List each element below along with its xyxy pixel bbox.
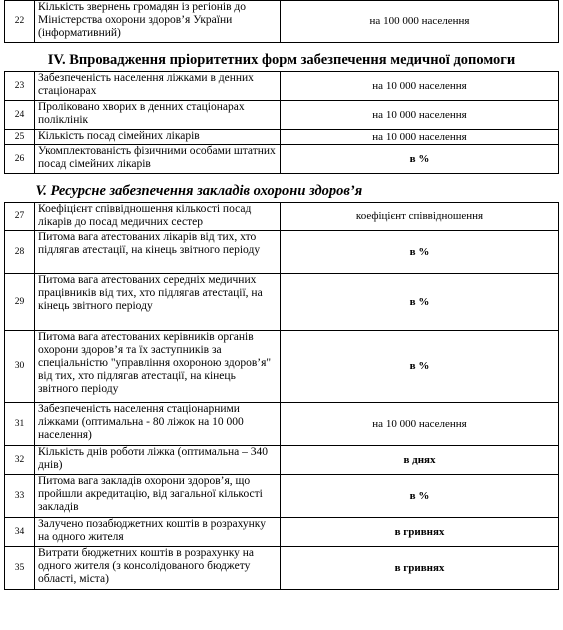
row-number: 29	[5, 274, 35, 331]
document-page	[4, 0, 559, 590]
table-row	[5, 446, 559, 475]
row-number: 27	[5, 203, 35, 231]
indicator-cell: Забезпеченість населення стаціонарними ліжками (оптимальна - 80 ліжок на 10 000 населення)	[35, 403, 281, 446]
unit-cell: на 10 000 населення	[281, 72, 559, 101]
row-number: 25	[5, 130, 35, 145]
indicator-cell: Укомплектованість фізичними особами штатних посад сімейних лікарів	[35, 145, 281, 174]
indicator-cell: Коефіцієнт співвідношення кількості посад лікарів до посад медичних сестер	[35, 203, 281, 231]
table-row	[5, 518, 559, 547]
row-number: 28	[5, 231, 35, 274]
table-row	[5, 274, 559, 331]
table-row	[5, 145, 559, 174]
indicator-cell: Питома вага закладів охорони здоров’я, що пройшли акредитацію, від загальної кількості закладів	[35, 475, 281, 518]
unit-cell: в %	[281, 331, 559, 403]
row-number: 33	[5, 475, 35, 518]
section-row	[5, 174, 559, 203]
unit-cell: в %	[281, 231, 559, 274]
unit-cell: коефіцієнт співвідношення	[281, 203, 559, 231]
table-row	[5, 72, 559, 101]
indicator-cell: Забезпеченість населення ліжками в денних стаціонарах	[35, 72, 281, 101]
indicator-cell: Питома вага атестованих середніх медичних працівників від тих, хто підлягав атестації, на кінець звітного періоду	[35, 274, 281, 331]
table-body	[5, 1, 559, 590]
indicator-cell: Питома вага атестованих керівників органів охорони здоров’я та їх заступників за спеціальністю "управління охороною здоров’я" від тих, хто підлягав атестації, на кінець звітного періоду	[35, 331, 281, 403]
unit-cell: на 100 000 населення	[281, 1, 559, 43]
table-row	[5, 1, 559, 43]
indicator-cell: Витрати бюджетних коштів в розрахунку на одного жителя (з консолідованого бюджету області, міста)	[35, 547, 281, 590]
row-number: 35	[5, 547, 35, 590]
indicator-cell: Кількість звернень громадян із регіонів до Міністерства охорони здоров’я України (інформативний)	[35, 1, 281, 43]
section-row	[5, 43, 559, 72]
table-row	[5, 101, 559, 130]
unit-cell: в %	[281, 475, 559, 518]
section-v-heading: V. Ресурсне забезпечення закладів охорони здоров’я	[5, 174, 559, 203]
row-number: 31	[5, 403, 35, 446]
table-row	[5, 231, 559, 274]
indicator-cell: Залучено позабюджетних коштів в розрахунку на одного жителя	[35, 518, 281, 547]
table-row	[5, 475, 559, 518]
indicator-cell: Проліковано хворих в денних стаціонарах поліклінік	[35, 101, 281, 130]
unit-cell: в гривнях	[281, 518, 559, 547]
unit-cell: в днях	[281, 446, 559, 475]
unit-cell: на 10 000 населення	[281, 403, 559, 446]
unit-cell: в %	[281, 145, 559, 174]
row-number: 34	[5, 518, 35, 547]
table-row	[5, 547, 559, 590]
section-iv-heading: IV. Впровадження пріоритетних форм забезпечення медичної допомоги	[5, 43, 559, 72]
row-number: 23	[5, 72, 35, 101]
table-row	[5, 403, 559, 446]
row-number: 26	[5, 145, 35, 174]
table-row	[5, 130, 559, 145]
unit-cell: на 10 000 населення	[281, 130, 559, 145]
unit-cell: в %	[281, 274, 559, 331]
indicators-table	[4, 0, 559, 590]
row-number: 32	[5, 446, 35, 475]
unit-cell: в гривнях	[281, 547, 559, 590]
row-number: 30	[5, 331, 35, 403]
table-row	[5, 331, 559, 403]
row-number: 24	[5, 101, 35, 130]
row-number: 22	[5, 1, 35, 43]
table-row	[5, 203, 559, 231]
indicator-cell: Кількість днів роботи ліжка (оптимальна – 340 днів)	[35, 446, 281, 475]
unit-cell: на 10 000 населення	[281, 101, 559, 130]
indicator-cell: Кількість посад сімейних лікарів	[35, 130, 281, 145]
indicator-cell: Питома вага атестованих лікарів від тих, хто підлягав атестації, на кінець звітного періоду	[35, 231, 281, 274]
